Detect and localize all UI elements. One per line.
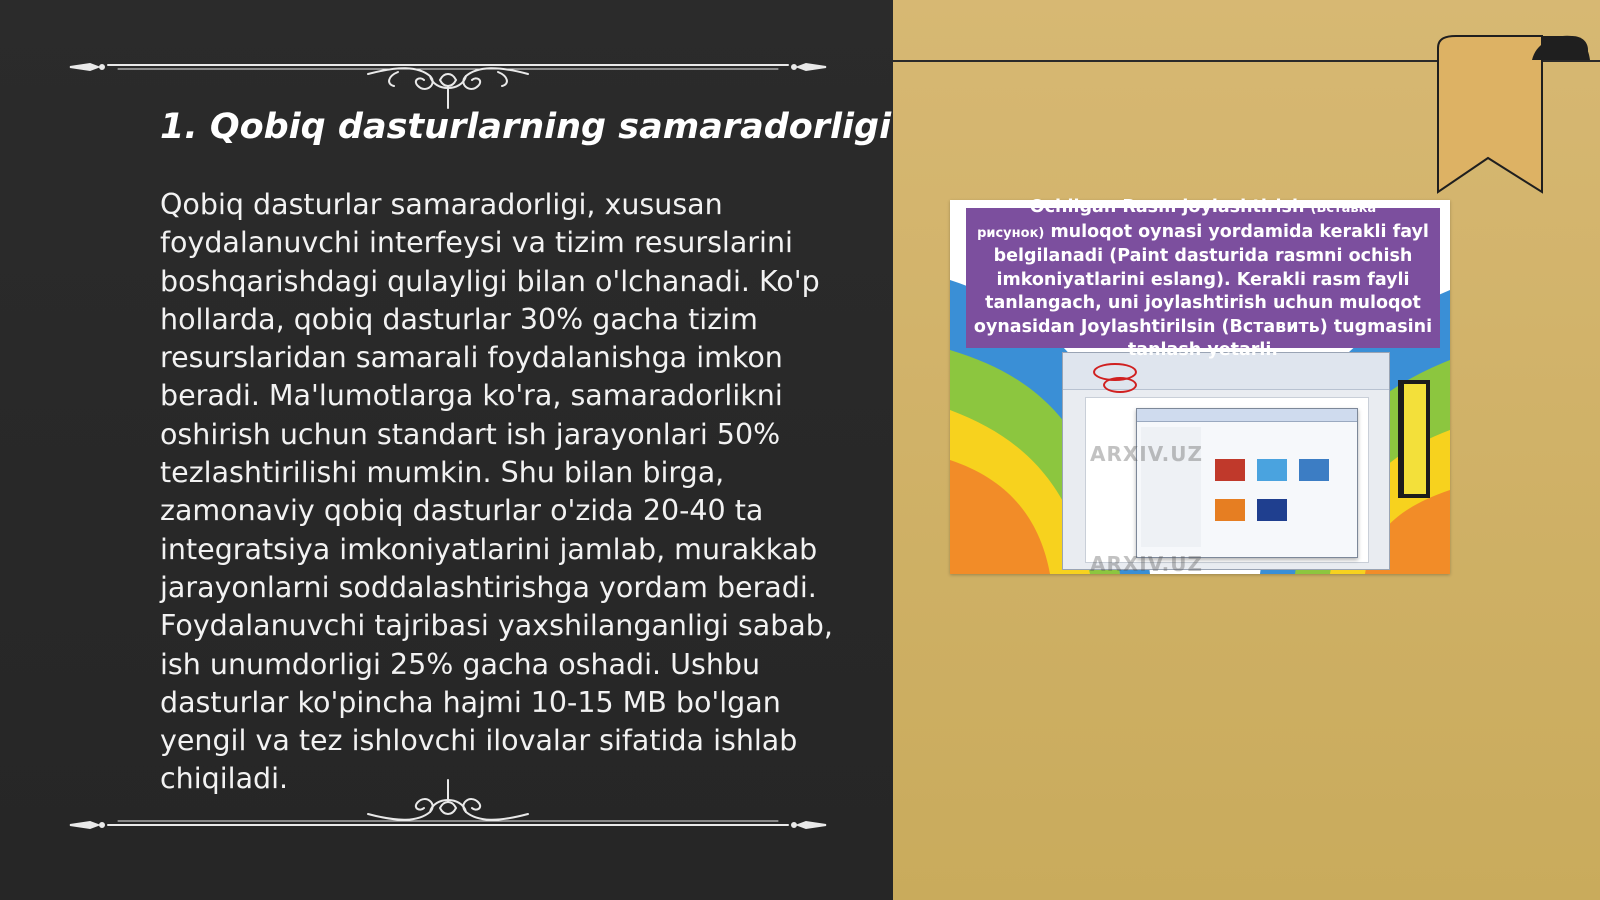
caption-lead-line [966,196,1440,221]
highlight-oval [1103,377,1137,393]
paint-canvas [1085,397,1369,563]
bookmark-ribbon-icon [1432,32,1600,202]
caption-lead-russian: (Вставка [1310,201,1377,216]
slide-body-text: Qobiq dasturlar samaradorligi, xususan foydalanuvchi interfeysi va tizim resurslarini boshqarishdagi qulayligi bilan o'lchanadi. Ko'p hollarda, qobiq dasturlar 30% gacha tizim resurslaridan samarali foydalanishga imkon beradi. Ma'lumotlarga ko'ra, samaradorlikni oshirish uchun standart ish jarayonlari 50% tezlashtirilishi mumkin. Shu bilan birga, zamonaviy qobiq dasturlar o'zida 20-40 ta integratsiya imkoniyatlarini jamlab, murakkab jarayonlarni soddalashtirishga yordam beradi. Foydalanuvchi tajribasi yaxshilanganligi sabab, ish unumdorligi 25% gacha oshadi. Ushbu dasturlar ko'pincha hajmi 10-15 MB bo'lgan yengil va tez ishlovchi ilovalar sifatida ishlab chiqiladi. [160,188,833,796]
thumbnail-tile [1257,499,1287,521]
caption-body-text: muloqot oynasi yordamida kerakli fayl belgilanadi (Paint dasturida rasmni ochish imkoniyatlarini eslang). Kerakli rasm fayli tanlangach, uni joylashtirish uchun muloqot oynasidan Joylashtirilsin (Вставить) tugmasini tanlash yetarli. [973,221,1433,360]
thumbnail-tile [1299,459,1329,481]
dialog-titlebar [1137,409,1357,422]
image-caption [966,197,1440,360]
monitor-graphic [1398,380,1430,498]
slide-title: 1. Qobiq dasturlarning samaradorligi [160,107,892,147]
thumbnail-tile [1215,499,1245,521]
caption-russian-term: рисунок) [977,225,1045,241]
watermark-text: ARXIV.UZ [1090,552,1203,576]
flourish-divider-icon [68,36,828,96]
thumbnail-tile [1257,459,1287,481]
slide-illustration [950,197,1450,576]
insert-picture-dialog [1136,408,1358,558]
watermark-text: ARXIV.UZ [1090,442,1203,466]
caption-lead-text: Ochilgan Rasm joylashtirish [1029,197,1305,217]
thumbnail-tile [1215,459,1245,481]
